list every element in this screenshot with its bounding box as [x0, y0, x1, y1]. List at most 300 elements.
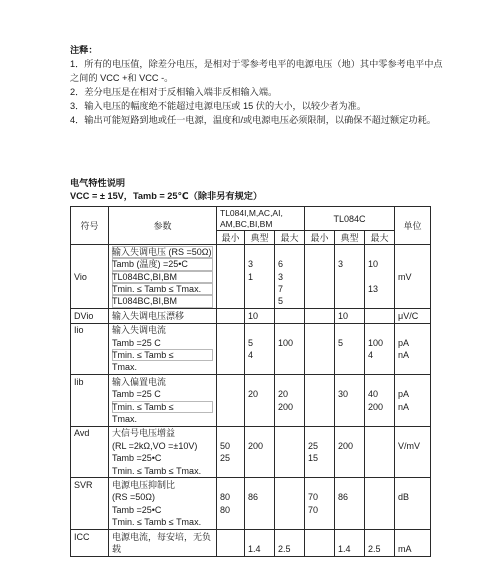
empty-line: [220, 413, 241, 425]
empty-line: [248, 295, 271, 307]
empty-line: [308, 376, 331, 388]
empty-line: [278, 310, 301, 322]
header-symbol: 符号: [71, 207, 109, 245]
max-value: 6: [278, 259, 284, 270]
header-typ: 典型: [245, 231, 275, 245]
header-row-groups: [71, 207, 431, 231]
notes-block: [70, 43, 443, 127]
empty-line: [220, 337, 241, 349]
unit-text: dB: [398, 492, 410, 503]
empty-line: [338, 452, 361, 464]
typ-value: 1.4: [338, 543, 351, 554]
empty-line: [308, 283, 331, 295]
tl084c-max-cell: [365, 530, 395, 557]
symbol-text: Iib: [74, 376, 84, 387]
empty-line: [248, 504, 271, 516]
empty-line: [220, 324, 241, 336]
empty-line: [308, 295, 331, 307]
empty-line: [398, 516, 427, 528]
min-value: 70: [308, 504, 319, 515]
empty-line: [74, 401, 105, 413]
empty-line: [308, 246, 331, 258]
header-parameter: 参数: [109, 207, 217, 245]
note-line: 3．输入电压的幅度绝不能超过电源电压或 15 伏的大小，以较少者为准。: [70, 101, 367, 111]
empty-line: [308, 361, 331, 373]
max-value: 7: [278, 284, 284, 295]
typ-value: 20: [248, 389, 259, 400]
empty-line: [248, 246, 271, 258]
tl084i-max-cell: [275, 478, 305, 530]
empty-line: [338, 246, 361, 258]
empty-line: [248, 465, 271, 477]
tl084c-min-cell: [305, 530, 335, 557]
parameter-line: Tmin. ≤ Tamb ≤ Tmax.: [112, 283, 213, 295]
empty-line: [368, 531, 391, 543]
spec-row-dvio: [71, 309, 431, 323]
empty-line: [308, 531, 331, 543]
max-value: 5: [278, 296, 284, 307]
empty-line: [220, 361, 241, 373]
empty-line: [278, 440, 301, 452]
empty-line: [398, 324, 427, 336]
tl084i-max-cell: [275, 245, 305, 309]
empty-line: [368, 504, 391, 516]
parameter-cell: [109, 245, 217, 309]
tl084c-min-cell: [305, 309, 335, 323]
empty-line: [398, 295, 427, 307]
empty-line: [74, 361, 105, 373]
parameter-cell: [109, 375, 217, 427]
empty-line: [248, 427, 271, 439]
empty-line: [368, 452, 391, 464]
empty-line: [368, 246, 391, 258]
empty-line: [248, 452, 271, 464]
empty-line: [308, 310, 331, 322]
typ-value: 1: [248, 271, 254, 282]
empty-line: [368, 271, 391, 283]
tl084i-max-cell: [275, 309, 305, 323]
empty-line: [278, 361, 301, 373]
parameter-line: TL084BC,BI,BM: [112, 271, 213, 283]
tl084c-max-cell: [365, 426, 395, 478]
symbol-text: SVR: [74, 479, 93, 490]
parameter-line: 输入失调电流: [112, 325, 167, 336]
empty-line: [368, 440, 391, 452]
empty-line: [278, 516, 301, 528]
parameter-line: 电源电压抑制比: [112, 479, 176, 490]
empty-line: [278, 491, 301, 503]
empty-line: [308, 324, 331, 336]
empty-line: [398, 531, 427, 543]
max-value: 20: [278, 389, 289, 400]
max-value: 3: [278, 271, 284, 282]
parameter-line: (RL =2kΩ,VO =±10V): [112, 440, 198, 451]
typ-value: 4: [248, 350, 254, 361]
empty-line: [74, 516, 105, 528]
tl084i-min-cell: [217, 245, 245, 309]
unit-cell: [395, 478, 431, 530]
empty-line: [220, 283, 241, 295]
tl084c-max-cell: [365, 245, 395, 309]
unit-cell: [395, 426, 431, 478]
min-value: 80: [220, 492, 231, 503]
empty-line: [368, 516, 391, 528]
empty-line: [338, 401, 361, 413]
empty-line: [74, 440, 105, 452]
spec-row-svr: [71, 478, 431, 530]
empty-line: [338, 479, 361, 491]
empty-line: [338, 427, 361, 439]
unit-text: pA: [398, 389, 410, 400]
empty-line: [74, 337, 105, 349]
empty-line: [220, 543, 241, 555]
empty-line: [74, 504, 105, 516]
empty-line: [74, 349, 105, 361]
empty-line: [368, 310, 391, 322]
empty-line: [220, 258, 241, 270]
empty-line: [278, 465, 301, 477]
parameter-line: Tmin. ≤ Tamb ≤: [112, 401, 213, 413]
unit-cell: [395, 530, 431, 557]
tl084i-typ-cell: [245, 323, 275, 375]
empty-line: [398, 258, 427, 270]
symbol-cell: [71, 323, 109, 375]
max-value: 10: [368, 259, 379, 270]
typ-value: 86: [248, 492, 259, 503]
tl084i-min-cell: [217, 478, 245, 530]
tl084i-min-cell: [217, 375, 245, 427]
symbol-text: Iio: [74, 325, 84, 336]
empty-line: [338, 516, 361, 528]
tl084c-min-cell: [305, 245, 335, 309]
empty-line: [308, 349, 331, 361]
tl084i-typ-cell: [245, 375, 275, 427]
min-value: 25: [220, 453, 231, 464]
tl084c-min-cell: [305, 478, 335, 530]
empty-line: [308, 271, 331, 283]
typ-value: 30: [338, 389, 349, 400]
symbol-text: DVio: [74, 310, 94, 321]
tl084i-max-cell: [275, 323, 305, 375]
parameter-line: Tamb =25 C: [112, 337, 161, 348]
empty-line: [308, 427, 331, 439]
table-body: [71, 245, 431, 556]
header-min: 最小: [217, 231, 245, 245]
empty-line: [308, 258, 331, 270]
parameter-line: Tamb =25•C: [112, 504, 162, 515]
empty-line: [220, 271, 241, 283]
symbol-cell: [71, 309, 109, 323]
empty-line: [338, 531, 361, 543]
tl084c-max-cell: [365, 478, 395, 530]
tl084i-typ-cell: [245, 426, 275, 478]
empty-line: [338, 295, 361, 307]
parameter-line: (RS =50Ω): [112, 492, 155, 503]
tl084c-max-cell: [365, 309, 395, 323]
empty-line: [74, 295, 105, 307]
max-value: 100: [368, 337, 384, 348]
parameter-line: 输入失调电压 (RS =50Ω): [112, 246, 212, 257]
max-value: 200: [368, 401, 384, 412]
min-value: 80: [220, 504, 231, 515]
tl084c-typ-cell: [335, 478, 365, 530]
symbol-cell: [71, 530, 109, 557]
empty-line: [220, 295, 241, 307]
empty-line: [368, 427, 391, 439]
empty-line: [338, 283, 361, 295]
header-min: 最小: [305, 231, 335, 245]
note-line: 1．所有的电压值，除差分电压，是相对于零参考电平的电源电压（地）其中零参考电平中点: [70, 59, 443, 69]
typ-value: 5: [248, 337, 254, 348]
empty-line: [368, 479, 391, 491]
empty-line: [278, 452, 301, 464]
min-value: 15: [308, 453, 319, 464]
table-header: [71, 207, 431, 245]
parameter-line: 载: [112, 543, 122, 554]
parameter-line: Tmin. ≤ Tamb ≤ Tmax.: [112, 517, 202, 528]
empty-line: [220, 531, 241, 543]
empty-line: [338, 271, 361, 283]
parameter-line: Tamb (温度) =25•C: [112, 258, 213, 270]
tl084c-typ-cell: [335, 309, 365, 323]
empty-line: [74, 388, 105, 400]
parameter-line: 大信号电压增益: [112, 428, 176, 439]
tl084i-typ-cell: [245, 478, 275, 530]
empty-line: [74, 465, 105, 477]
section-title: 电气特性说明: [70, 178, 126, 188]
empty-line: [308, 388, 331, 400]
max-value: 13: [368, 284, 379, 295]
empty-line: [248, 531, 271, 543]
tl084i-min-cell: [217, 530, 245, 557]
electrical-characteristics-table: [70, 206, 431, 557]
typ-value: 1.4: [248, 543, 261, 554]
empty-line: [368, 295, 391, 307]
empty-line: [74, 452, 105, 464]
unit-text: pA: [398, 337, 410, 348]
symbol-text: Vio: [74, 271, 87, 282]
unit-text: mA: [398, 543, 412, 554]
spec-row-vio: [71, 245, 431, 309]
parameter-cell: [109, 323, 217, 375]
typ-value: 3: [248, 259, 254, 270]
tl084i-max-cell: [275, 530, 305, 557]
typ-value: 5: [338, 337, 344, 348]
min-value: 25: [308, 440, 319, 451]
max-value: 4: [368, 350, 374, 361]
parameter-line: Tamb =25•C: [112, 453, 162, 464]
tl084i-min-cell: [217, 426, 245, 478]
spec-row-icc: [71, 530, 431, 557]
empty-line: [398, 283, 427, 295]
tl084i-typ-cell: [245, 245, 275, 309]
symbol-cell: [71, 375, 109, 427]
empty-line: [220, 246, 241, 258]
min-value: 70: [308, 492, 319, 503]
empty-line: [278, 427, 301, 439]
tl084c-typ-cell: [335, 530, 365, 557]
typ-value: 3: [338, 259, 344, 270]
max-value: 2.5: [368, 543, 381, 554]
parameter-line: 输入偏置电流: [112, 376, 167, 387]
empty-line: [308, 465, 331, 477]
empty-line: [338, 361, 361, 373]
min-value: 50: [220, 440, 231, 451]
empty-line: [278, 376, 301, 388]
unit-cell: [395, 375, 431, 427]
typ-value: 10: [338, 310, 349, 321]
unit-text: μV/C: [398, 310, 419, 321]
empty-line: [308, 413, 331, 425]
empty-line: [368, 465, 391, 477]
empty-line: [278, 531, 301, 543]
empty-line: [338, 465, 361, 477]
empty-line: [220, 516, 241, 528]
unit-cell: [395, 309, 431, 323]
unit-text: V/mV: [398, 440, 421, 451]
parameter-line: Tmin. ≤ Tamb ≤ Tmax.: [112, 465, 202, 476]
empty-line: [398, 361, 427, 373]
empty-line: [398, 452, 427, 464]
tl084i-min-cell: [217, 309, 245, 323]
header-unit: 单位: [395, 207, 431, 245]
symbol-cell: [71, 426, 109, 478]
empty-line: [338, 504, 361, 516]
empty-line: [220, 479, 241, 491]
parameter-cell: [109, 426, 217, 478]
empty-line: [338, 376, 361, 388]
tl084i-max-cell: [275, 426, 305, 478]
empty-line: [368, 376, 391, 388]
empty-line: [248, 413, 271, 425]
empty-line: [220, 401, 241, 413]
empty-line: [248, 324, 271, 336]
empty-line: [278, 413, 301, 425]
empty-line: [220, 376, 241, 388]
header-max: 最大: [275, 231, 305, 245]
unit-text: nA: [398, 350, 410, 361]
tl084c-typ-cell: [335, 426, 365, 478]
parameter-line: Tmax.: [112, 362, 138, 373]
electrical-characteristics-heading: [70, 177, 262, 203]
empty-line: [248, 283, 271, 295]
empty-line: [74, 491, 105, 503]
typ-value: 200: [248, 440, 264, 451]
tl084c-min-cell: [305, 375, 335, 427]
empty-line: [308, 401, 331, 413]
empty-line: [368, 413, 391, 425]
empty-line: [74, 413, 105, 425]
empty-line: [248, 401, 271, 413]
empty-line: [308, 543, 331, 555]
unit-cell: [395, 323, 431, 375]
header-typ: 典型: [335, 231, 365, 245]
empty-line: [308, 479, 331, 491]
max-value: 200: [278, 401, 294, 412]
max-value: 40: [368, 389, 379, 400]
parameter-line: 输入失调电压漂移: [112, 310, 185, 321]
note-line: 2．差分电压是在相对于反相输入端非反相输入端。: [70, 87, 278, 97]
tl084i-typ-cell: [245, 530, 275, 557]
note-line: 之间的 VCC +和 VCC -。: [70, 73, 174, 83]
header-group-tl084i-line: AM,BC,BI,BM: [220, 218, 273, 229]
typ-value: 200: [338, 440, 354, 451]
max-value: 2.5: [278, 543, 291, 554]
empty-line: [74, 283, 105, 295]
empty-line: [368, 361, 391, 373]
tl084i-typ-cell: [245, 309, 275, 323]
unit-cell: [395, 245, 431, 309]
empty-line: [220, 310, 241, 322]
tl084c-min-cell: [305, 323, 335, 375]
empty-line: [248, 516, 271, 528]
max-value: 100: [278, 337, 294, 348]
parameter-cell: [109, 530, 217, 557]
empty-line: [74, 246, 105, 258]
empty-line: [398, 504, 427, 516]
spec-row-iio: [71, 323, 431, 375]
empty-line: [398, 427, 427, 439]
tl084c-max-cell: [365, 375, 395, 427]
typ-value: 10: [248, 310, 259, 321]
typ-value: 86: [338, 492, 349, 503]
symbol-text: ICC: [74, 531, 90, 542]
empty-line: [220, 427, 241, 439]
empty-line: [278, 479, 301, 491]
tl084c-typ-cell: [335, 245, 365, 309]
empty-line: [74, 258, 105, 270]
parameter-line: Tamb =25 C: [112, 389, 161, 400]
symbol-cell: [71, 245, 109, 309]
note-line: 4．输出可能短路到地或任一电源，温度和/或电源电压必须限制，以确保不超过额定功耗。: [70, 115, 436, 125]
empty-line: [308, 337, 331, 349]
unit-text: mV: [398, 271, 412, 282]
tl084c-typ-cell: [335, 375, 365, 427]
empty-line: [398, 376, 427, 388]
header-group-tl084i-line: TL084I,M,AC,AI,: [220, 207, 283, 218]
parameter-cell: [109, 309, 217, 323]
tl084i-min-cell: [217, 323, 245, 375]
empty-line: [338, 349, 361, 361]
unit-text: nA: [398, 401, 410, 412]
tl084c-typ-cell: [335, 323, 365, 375]
header-group-tl084c: TL084C: [305, 207, 395, 231]
empty-line: [398, 413, 427, 425]
tl084c-max-cell: [365, 323, 395, 375]
parameter-line: TL084BC,BI,BM: [112, 295, 213, 307]
empty-line: [220, 388, 241, 400]
empty-line: [398, 246, 427, 258]
empty-line: [74, 543, 105, 555]
empty-line: [248, 376, 271, 388]
parameter-line: 电源电流，每安培，无负: [112, 531, 212, 542]
header-max: 最大: [365, 231, 395, 245]
tl084c-min-cell: [305, 426, 335, 478]
header-group-tl084i: [217, 207, 305, 231]
empty-line: [278, 504, 301, 516]
empty-line: [338, 324, 361, 336]
test-conditions: VCC = ± 15V，Tamb = 25℃（除非另有规定）: [70, 191, 263, 201]
spec-row-iib: [71, 375, 431, 427]
empty-line: [338, 413, 361, 425]
empty-line: [220, 465, 241, 477]
empty-line: [278, 246, 301, 258]
empty-line: [398, 479, 427, 491]
empty-line: [248, 361, 271, 373]
parameter-cell: [109, 478, 217, 530]
spec-row-avd: [71, 426, 431, 478]
empty-line: [278, 324, 301, 336]
